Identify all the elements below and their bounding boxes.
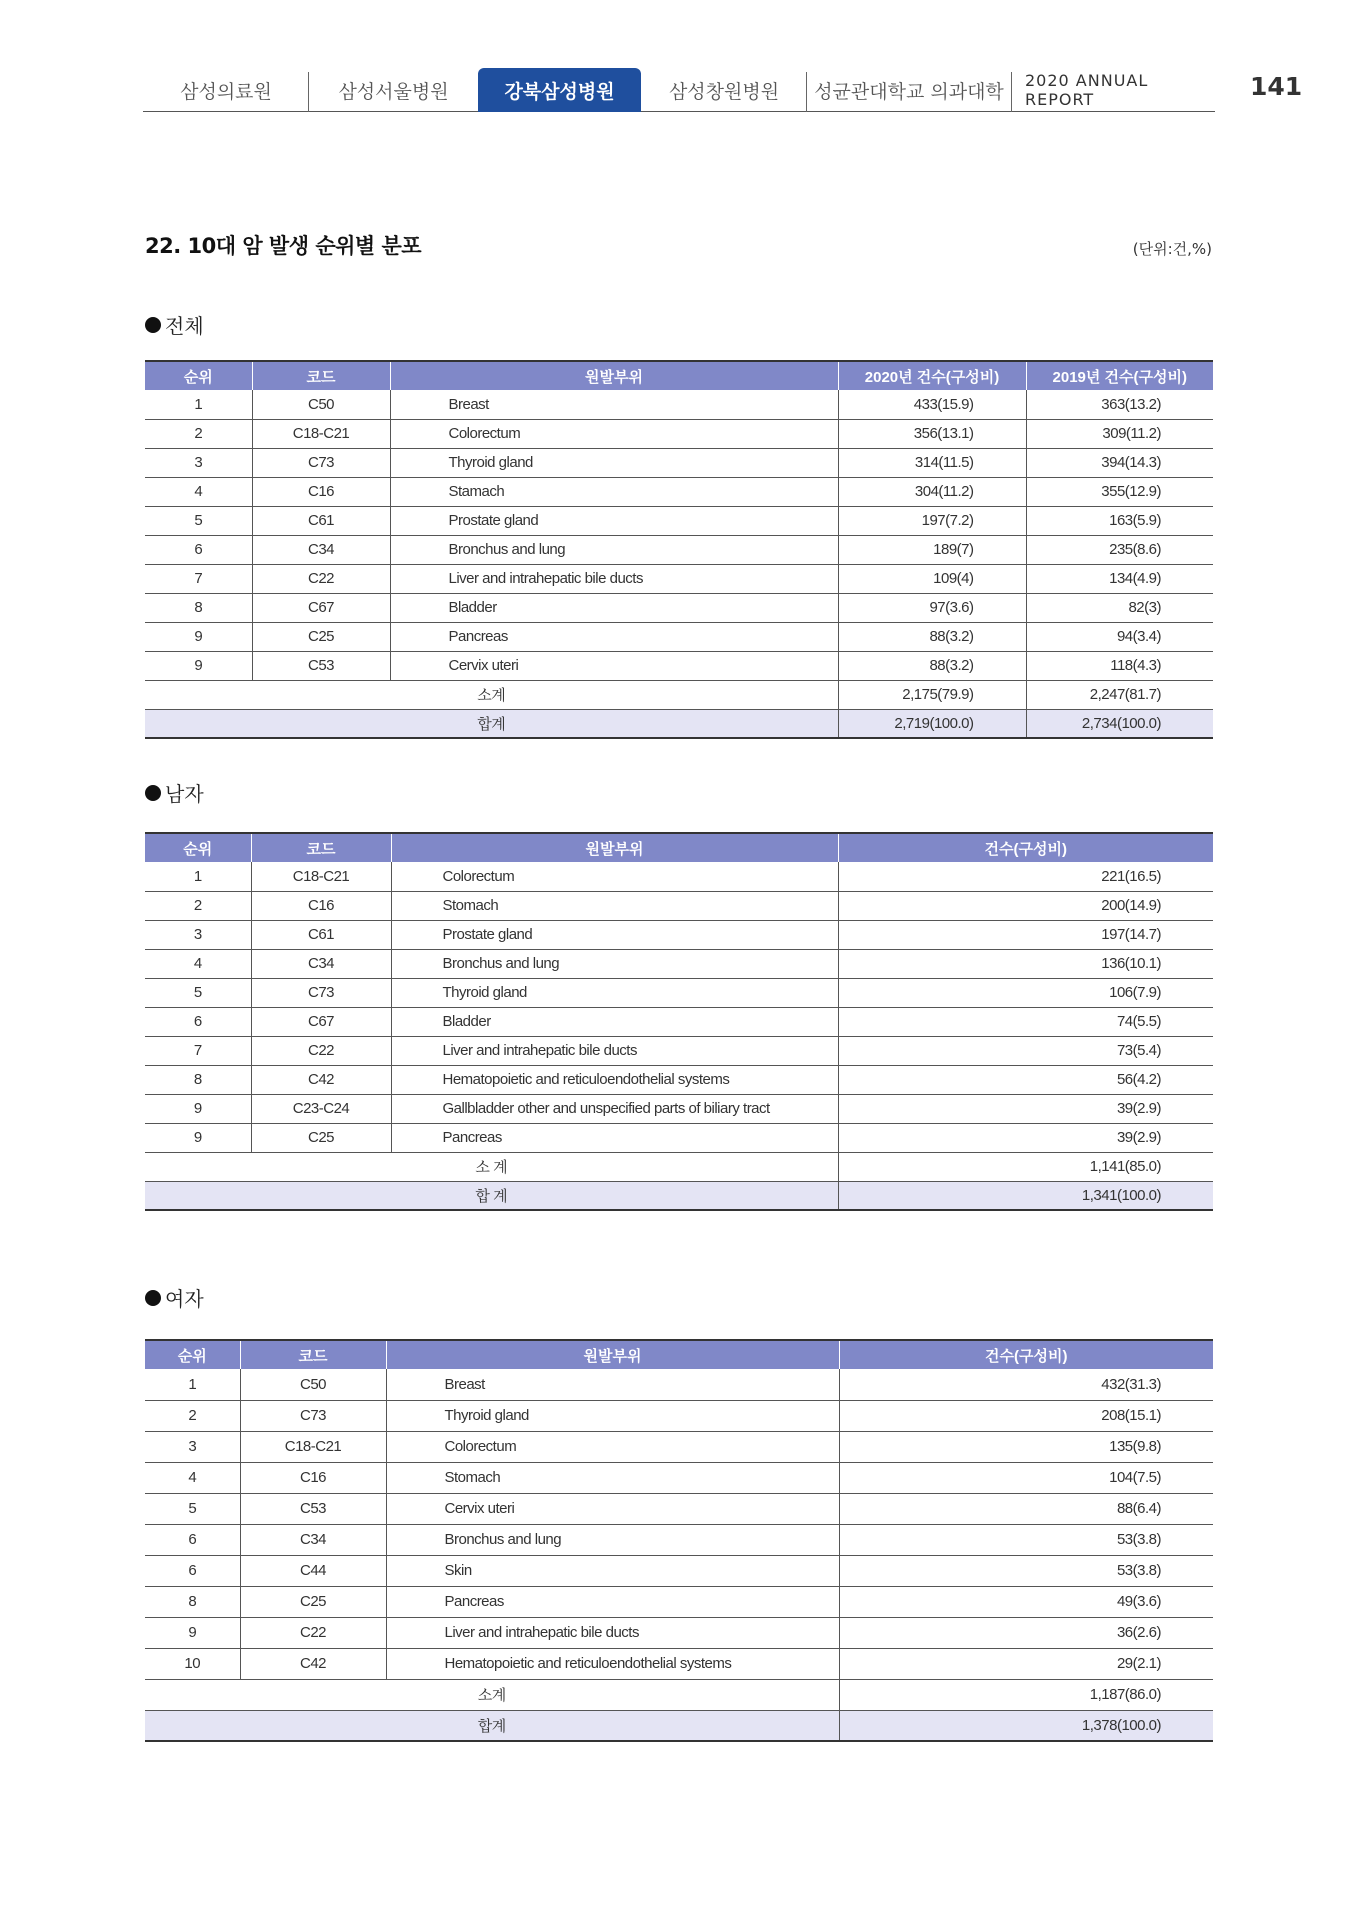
table-female	[145, 1339, 1213, 1742]
subtotal-row: 소 계 1,141(85.0)	[145, 1152, 1213, 1181]
table-row: 8 C67 Bladder 97(3.6) 82(3)	[145, 593, 1213, 622]
table-row: 9 C25 Pancreas 88(3.2) 94(3.4)	[145, 622, 1213, 651]
col-rank: 순위	[145, 1340, 240, 1369]
table-row: 2 C73 Thyroid gland 208(15.1)	[145, 1400, 1213, 1431]
table-row: 5 C53 Cervix uteri 88(6.4)	[145, 1493, 1213, 1524]
table-header-row	[145, 833, 1213, 862]
col-2020: 2020년 건수(구성비)	[838, 361, 1026, 390]
col-rank: 순위	[145, 833, 251, 862]
table-row: 1 C50 Breast 433(15.9) 363(13.2)	[145, 390, 1213, 419]
col-site: 원발부위	[386, 1340, 839, 1369]
header-divider	[1011, 72, 1012, 112]
col-rank: 순위	[145, 361, 252, 390]
table-row: 3 C61 Prostate gland 197(14.7)	[145, 920, 1213, 949]
page-header	[143, 68, 1215, 112]
table-row: 7 C22 Liver and intrahepatic bile ducts 73(5.4)	[145, 1036, 1213, 1065]
grand-total-row: 합계 2,719(100.0) 2,734(100.0)	[145, 709, 1213, 738]
table-row: 2 C18-C21 Colorectum 356(13.1) 309(11.2)	[145, 419, 1213, 448]
table-row: 4 C16 Stomach 104(7.5)	[145, 1462, 1213, 1493]
table-row: 8 C42 Hematopoietic and reticuloendothelial systems 56(4.2)	[145, 1065, 1213, 1094]
table-male	[145, 832, 1213, 1211]
tab-samsung-seoul-hospital[interactable]: 삼성서울병원	[338, 80, 449, 103]
annual-report-label: 2020 ANNUAL REPORT	[1025, 71, 1149, 109]
col-code: 코드	[251, 833, 391, 862]
table-row: 2 C16 Stomach 200(14.9)	[145, 891, 1213, 920]
col-code: 코드	[240, 1340, 386, 1369]
table-row: 6 C67 Bladder 74(5.5)	[145, 1007, 1213, 1036]
subtotal-row: 소계 2,175(79.9) 2,247(81.7)	[145, 680, 1213, 709]
table-header-row	[145, 361, 1213, 390]
col-2019: 2019년 건수(구성비)	[1026, 361, 1213, 390]
col-code: 코드	[252, 361, 390, 390]
table-row: 9 C25 Pancreas 39(2.9)	[145, 1123, 1213, 1152]
table-row: 8 C25 Pancreas 49(3.6)	[145, 1586, 1213, 1617]
unit-note: (단위:건,%)	[1132, 240, 1212, 258]
table-row: 5 C61 Prostate gland 197(7.2) 163(5.9)	[145, 506, 1213, 535]
table-row: 3 C73 Thyroid gland 314(11.5) 394(14.3)	[145, 448, 1213, 477]
table-row: 9 C23-C24 Gallbladder other and unspecified parts of biliary tract 39(2.9)	[145, 1094, 1213, 1123]
table-total	[145, 360, 1213, 739]
bullet-icon	[145, 317, 161, 333]
tab-kangbuk-samsung-hospital[interactable]: 강북삼성병원	[478, 68, 641, 112]
table-row: 6 C34 Bronchus and lung 189(7) 235(8.6)	[145, 535, 1213, 564]
col-count: 건수(구성비)	[839, 1340, 1213, 1369]
tab-samsung-medical-center[interactable]: 삼성의료원	[143, 68, 309, 112]
bullet-icon	[145, 785, 161, 801]
table-row: 9 C53 Cervix uteri 88(3.2) 118(4.3)	[145, 651, 1213, 680]
table-row: 3 C18-C21 Colorectum 135(9.8)	[145, 1431, 1213, 1462]
hospital-tabs	[143, 68, 1011, 112]
section-total-heading: 전체	[145, 310, 204, 339]
subtotal-row: 소계 1,187(86.0)	[145, 1679, 1213, 1710]
bullet-icon	[145, 1290, 161, 1306]
table-row: 9 C22 Liver and intrahepatic bile ducts 36(2.6)	[145, 1617, 1213, 1648]
table-row: 4 C34 Bronchus and lung 136(10.1)	[145, 949, 1213, 978]
table-row: 7 C22 Liver and intrahepatic bile ducts 109(4) 134(4.9)	[145, 564, 1213, 593]
table-row: 10 C42 Hematopoietic and reticuloendothelial systems 29(2.1)	[145, 1648, 1213, 1679]
table-row: 5 C73 Thyroid gland 106(7.9)	[145, 978, 1213, 1007]
table-header-row	[145, 1340, 1213, 1369]
table-row: 1 C18-C21 Colorectum 221(16.5)	[145, 862, 1213, 891]
section-female-heading: 여자	[145, 1283, 204, 1312]
section-male-heading: 남자	[145, 778, 204, 807]
grand-total-row: 합계 1,378(100.0)	[145, 1710, 1213, 1741]
table-row: 1 C50 Breast 432(31.3)	[145, 1369, 1213, 1400]
page-number: 141	[1250, 72, 1303, 101]
tab-samsung-changwon-hospital[interactable]: 삼성창원병원	[641, 68, 807, 112]
grand-total-row: 합 계 1,341(100.0)	[145, 1181, 1213, 1210]
page-title: 22. 10대 암 발생 순위별 분포	[145, 234, 422, 258]
col-count: 건수(구성비)	[838, 833, 1213, 862]
table-row: 6 C34 Bronchus and lung 53(3.8)	[145, 1524, 1213, 1555]
table-row: 4 C16 Stamach 304(11.2) 355(12.9)	[145, 477, 1213, 506]
col-site: 원발부위	[391, 833, 838, 862]
col-site: 원발부위	[390, 361, 838, 390]
table-row: 6 C44 Skin 53(3.8)	[145, 1555, 1213, 1586]
tab-skku-medicine[interactable]: 성균관대학교 의과대학	[814, 80, 1004, 103]
